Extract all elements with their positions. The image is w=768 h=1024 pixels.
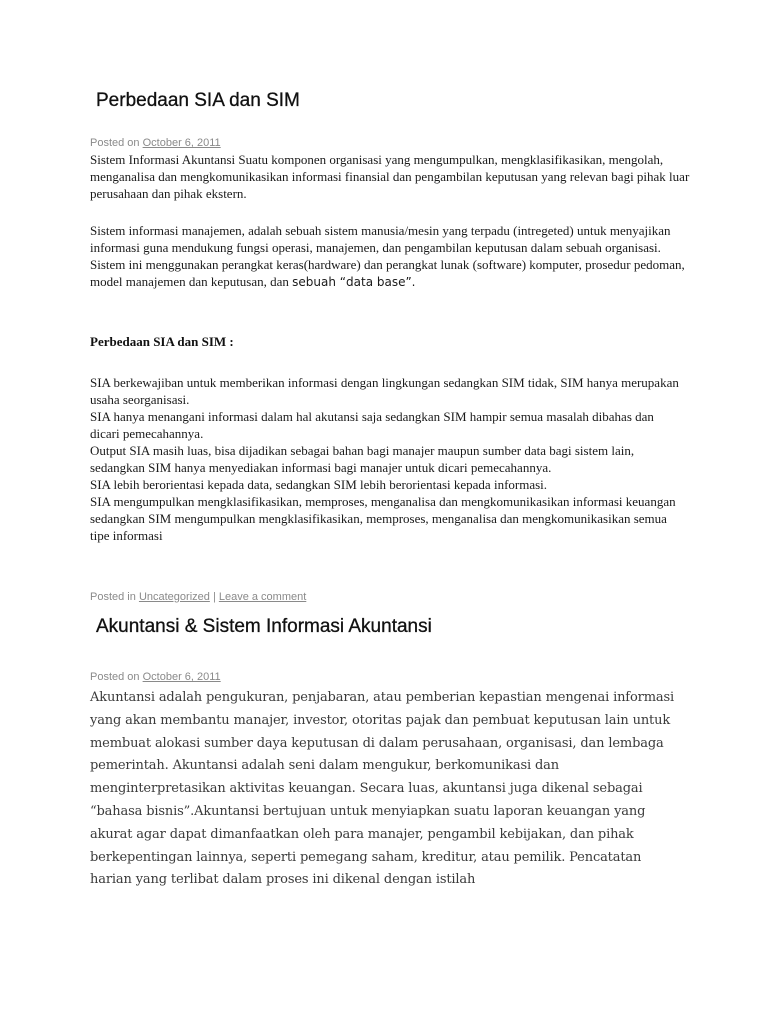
list-item: SIA lebih berorientasi kepada data, sedangkan SIM lebih berorientasi kepada informasi. [90, 477, 548, 492]
post-meta-date-1 [90, 137, 221, 149]
paragraph-sim-text: Sistem informasi manajemen, adalah sebuah sistem manusia/mesin yang terpadu (intregeted) untuk menyajikan informasi guna mendukung fungsi operasi, manajemen, dan pengambilan keputusan dalam sebuah organisasi. Sistem ini menggunakan perangkat keras(hardware) dan perangkat lunak (software) komputer, prosedur pedoman, model manajemen dan keputusan, dan [90, 223, 685, 289]
differences-list [90, 374, 680, 544]
leave-comment-link[interactable]: Leave a comment [218, 591, 307, 603]
category-link[interactable]: Uncategorized [138, 591, 210, 603]
list-item: SIA hanya menangani informasi dalam hal akutansi saja sedangkan SIM hampir semua masalah dibahas dan dicari pemecahannya. [90, 409, 654, 441]
post-title-akuntansi[interactable]: Akuntansi & Sistem Informasi Akuntansi [96, 616, 432, 637]
post-date-link[interactable]: October 6, 2011 [142, 137, 221, 149]
list-item: SIA mengumpulkan mengklasifikasikan, memproses, menganalisa dan mengkomunikasikan informasi keuangan sedangkan SIM mengumpulkan mengklasifikasikan, memproses, menganalisa dan mengkomunikasikan semua tipe informasi [90, 494, 676, 543]
list-item: Output SIA masih luas, bisa dijadikan sebagai bahan bagi manajer maupun sumber data bagi sistem lain, sedangkan SIM hanya menyediakan informasi bagi manajer untuk dicari pemecahannya. [90, 443, 635, 475]
posted-in-label: Posted in [90, 591, 136, 603]
list-item: SIA berkewajiban untuk memberikan informasi dengan lingkungan sedangkan SIM tidak, SIM hanya merupakan usaha seorganisasi. [90, 375, 679, 407]
paragraph-akuntansi: Akuntansi adalah pengukuran, penjabaran, atau pemberian kepastian mengenai informasi yang akan membantu manajer, investor, otoritas pajak dan pembuat keputusan lain untuk membuat alokasi sumber daya keputusan di dalam perusahaan, organisasi, dan lembaga pemerintah. Akuntansi adalah seni dalam mengukur, berkomunikasi dan menginterpretasikan aktivitas keuangan. Secara luas, akuntansi juga dikenal sebagai “bahasa bisnis”.Akuntansi bertujuan untuk menyiapkan suatu laporan keuangan yang akurat agar dapat dimanfaatkan oleh para manajer, pengambil kebijakan, dan pihak berkepentingan lainnya, seperti pemegang saham, kreditur, atau pemilik. Pencatatan harian yang terlibat dalam proses ini dikenal dengan istilah [90, 690, 675, 888]
paragraph-sim-tail: sebuah “data base”. [292, 275, 416, 289]
subheading-perbedaan: Perbedaan SIA dan SIM : [90, 334, 234, 349]
paragraph-sia-definition: Sistem Informasi Akuntansi Suatu komponen organisasi yang mengumpulkan, mengklasifikasikan, mengolah, menganalisa dan mengkomunikasikan informasi finansial dan pengambilan keputusan yang relevan bagi pihak luar perusahaan dan pihak ekstern. [90, 152, 690, 201]
post-meta-date-2 [90, 671, 221, 683]
post-date-link[interactable]: October 6, 2011 [142, 671, 221, 683]
posted-on-label: Posted on [90, 137, 140, 149]
meta-separator: | [212, 591, 216, 603]
paragraph-sim-definition [90, 222, 690, 291]
post-title-perbedaan-sia-sim[interactable]: Perbedaan SIA dan SIM [96, 90, 300, 111]
post-footer-meta [90, 591, 306, 603]
posted-on-label: Posted on [90, 671, 140, 683]
